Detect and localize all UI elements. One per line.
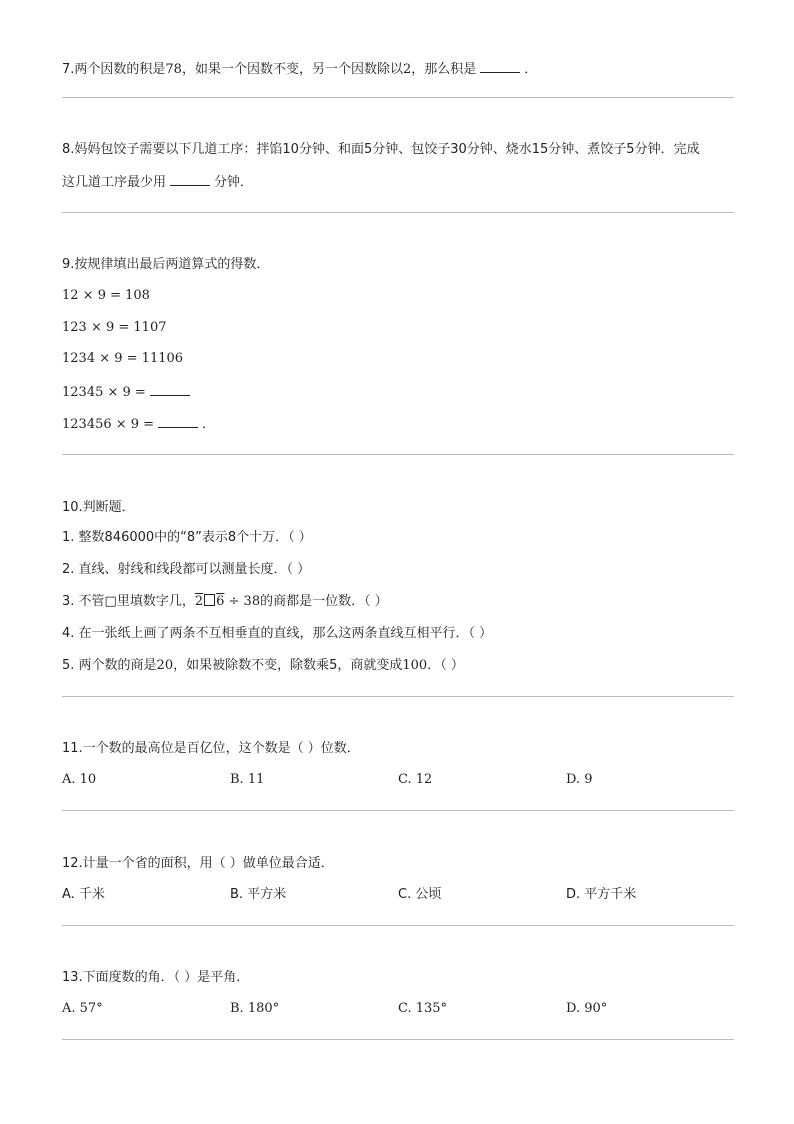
q12-option-b[interactable]: B. 平方米 (230, 887, 287, 902)
q9-equation-2: 123 × 9 = 1107 (62, 320, 167, 335)
q12-option-c[interactable]: C. 公顷 (398, 887, 442, 902)
divider (62, 97, 734, 98)
q7-text-mid: ，如果一个因数不变，另一个因数除以 (181, 62, 403, 77)
q11-option-b[interactable]: B. 11 (230, 772, 265, 787)
q10-item5-n1: 20 (156, 658, 174, 673)
q9-equation-5 (62, 415, 215, 434)
divider (62, 454, 734, 455)
divider (62, 810, 734, 811)
q10-item-1: 1. 整数846000中的“8”表示8个十万．（ ） (62, 530, 312, 545)
question-8-line1: 8.妈妈包饺子需要以下几道工序：拌馅10分钟、和面5分钟、包饺子30分钟、烧水15分钟、煮饺子5分钟．完成 (62, 142, 700, 157)
q7-answer-blank[interactable] (480, 60, 520, 73)
q12-option-a[interactable]: A. 千米 (62, 887, 105, 902)
question-7 (62, 60, 537, 79)
q13-option-b[interactable]: B. 180° (230, 1001, 280, 1016)
q10-item5-mid: ，如果被除数不变，除数乘5，商就变成 (173, 658, 403, 673)
question-12-title: 12.计量一个省的面积，用（ ）做单位最合适． (62, 856, 334, 871)
q9-eq4-blank[interactable] (150, 383, 190, 396)
q13-option-d[interactable]: D. 90° (566, 1001, 608, 1016)
q10-item5-after: ．（ ） (427, 658, 464, 673)
q11-option-c[interactable]: C. 12 (398, 772, 433, 787)
question-9-title: 9.按规律填出最后两道算式的得数． (62, 257, 270, 272)
q9-eq4-text: 12345 × 9 = (62, 385, 146, 400)
q9-equation-3: 1234 × 9 = 11106 (62, 351, 184, 366)
q7-text-after: ，那么积是 (411, 62, 477, 77)
divider (62, 212, 734, 213)
q7-text-before: 7.两个因数的积是 (62, 62, 166, 77)
box-placeholder-icon (204, 594, 215, 606)
q10-item3-overlined-number (195, 594, 225, 609)
q10-item5-before: 5. 两个数的商是 (62, 658, 157, 673)
question-13-title: 13.下面度数的角．（ ）是平角． (62, 970, 250, 985)
q9-eq5-end: ． (202, 417, 216, 432)
q10-item3-digit-b: 6 (216, 594, 225, 609)
q9-eq5-blank[interactable] (158, 415, 198, 428)
q13-option-a[interactable]: A. 57° (62, 1001, 103, 1016)
q8-text-before: 这几道工序最少用 (62, 175, 167, 190)
q10-item-4: 4. 在一张纸上画了两条不互相垂直的直线，那么这两条直线互相平行．（ ） (62, 626, 493, 641)
q11-option-a[interactable]: A. 10 (62, 772, 97, 787)
q9-eq5-text: 123456 × 9 = (62, 417, 155, 432)
q10-item3-after: ÷ 38的商都是一位数．（ ） (224, 594, 388, 609)
q11-option-d[interactable]: D. 9 (566, 772, 593, 787)
divider (62, 696, 734, 697)
q10-item5-n2: 100 (402, 658, 428, 673)
q7-num1: 78 (165, 62, 182, 77)
q9-equation-4 (62, 383, 194, 402)
q9-equation-1: 12 × 9 = 108 (62, 288, 150, 303)
question-11-title: 11.一个数的最高位是百亿位，这个数是（ ）位数． (62, 741, 360, 756)
question-10-title: 10.判断题． (62, 500, 135, 515)
divider (62, 1039, 734, 1040)
q12-option-d[interactable]: D. 平方千米 (566, 887, 637, 902)
q7-end: ． (524, 62, 538, 77)
q10-item3-digit-a: 2 (194, 594, 204, 609)
divider (62, 925, 734, 926)
q10-item3-before: 3. 不管□里填数字几， (62, 594, 195, 609)
question-8-line2 (62, 173, 253, 192)
q10-item-3 (62, 593, 388, 611)
q8-answer-blank[interactable] (170, 173, 210, 186)
q8-text-after: 分钟． (214, 175, 254, 190)
q7-num2: 2 (402, 62, 412, 77)
q10-item-2: 2. 直线、射线和线段都可以测量长度．（ ） (62, 562, 311, 577)
q13-option-c[interactable]: C. 135° (398, 1001, 448, 1016)
q10-item-5 (62, 657, 464, 675)
